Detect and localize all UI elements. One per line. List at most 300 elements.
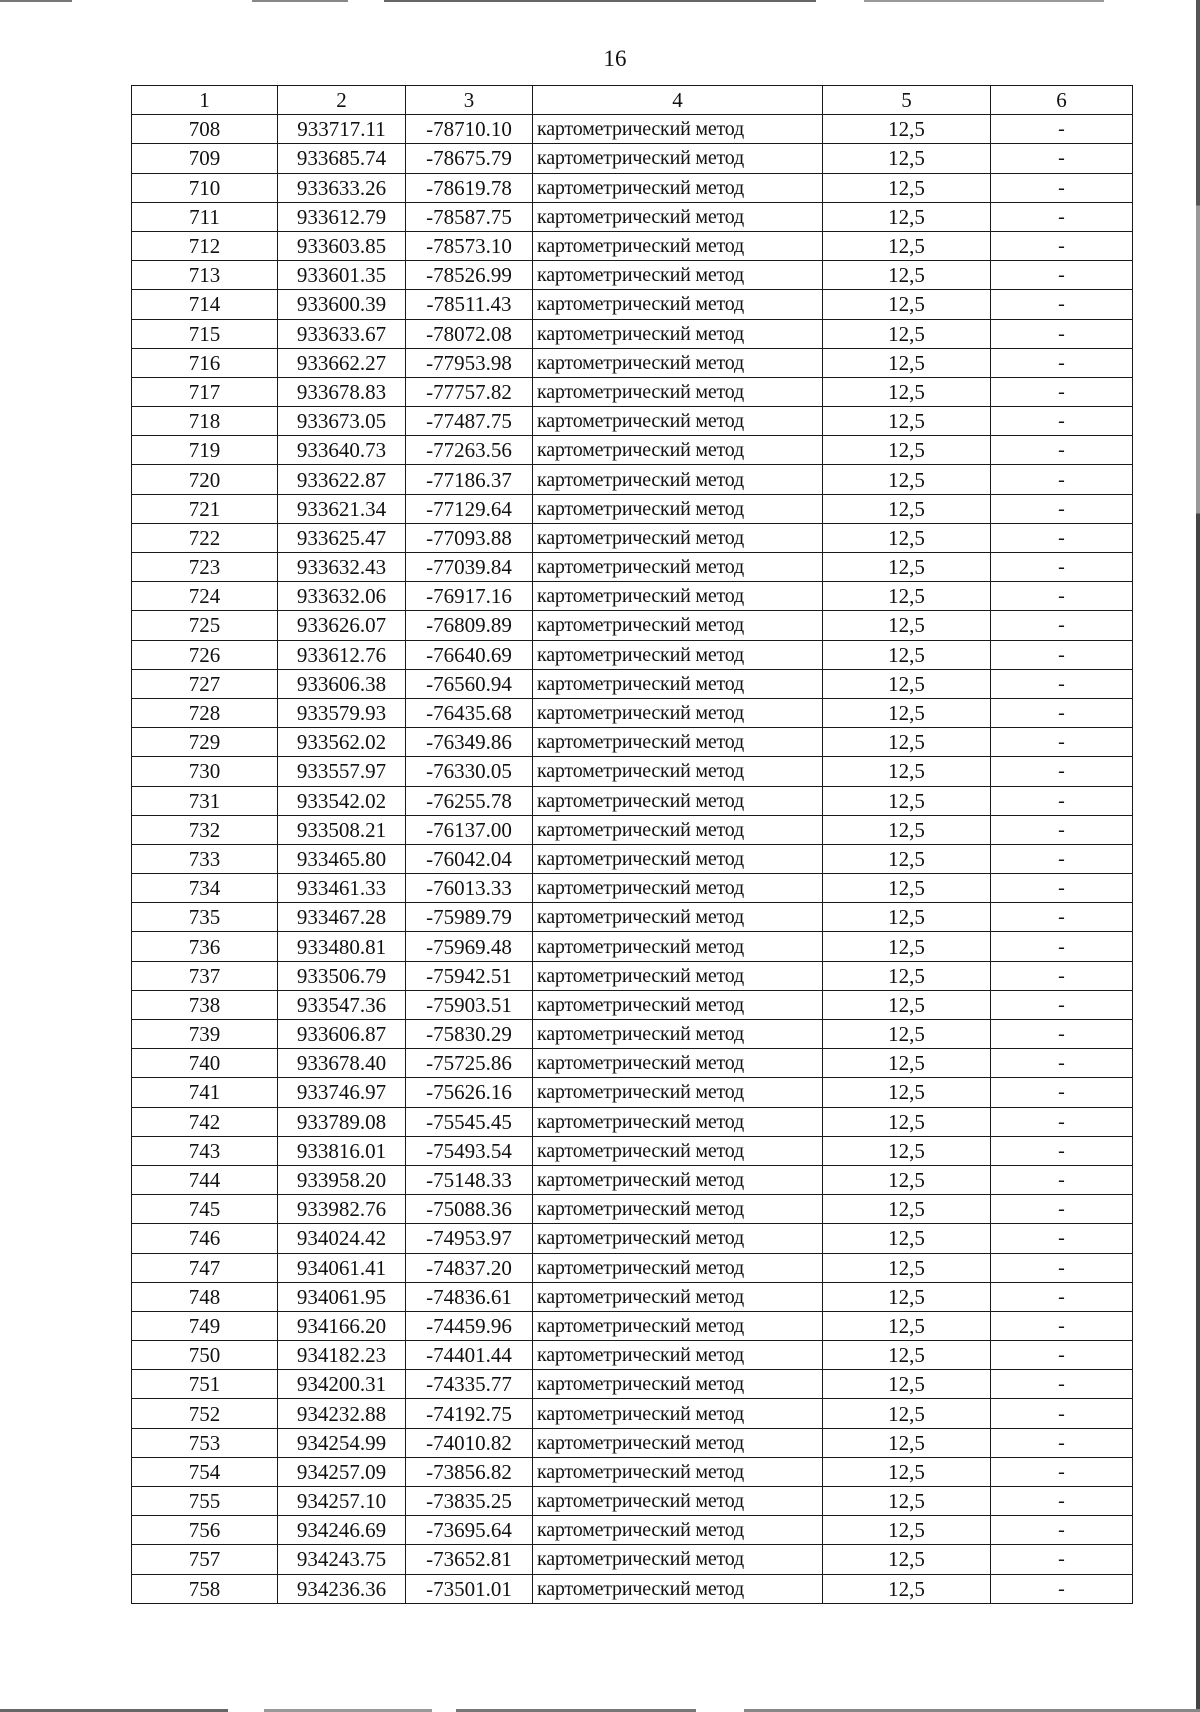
point-number-cell: 723	[132, 553, 278, 582]
x-coordinate-cell: 934243.75	[278, 1545, 406, 1574]
method-cell: картометрический метод	[533, 173, 823, 202]
y-coordinate-cell: -78675.79	[406, 144, 533, 173]
accuracy-cell: 12,5	[823, 436, 991, 465]
method-cell: картометрический метод	[533, 1545, 823, 1574]
table-row	[132, 903, 1133, 932]
scan-edge-right	[1196, 0, 1200, 1712]
note-cell: -	[991, 1574, 1133, 1603]
accuracy-cell: 12,5	[823, 611, 991, 640]
y-coordinate-cell: -76640.69	[406, 640, 533, 669]
point-number-cell: 746	[132, 1224, 278, 1253]
point-number-cell: 711	[132, 202, 278, 231]
accuracy-cell: 12,5	[823, 786, 991, 815]
note-cell: -	[991, 698, 1133, 727]
x-coordinate-cell: 933662.27	[278, 348, 406, 377]
note-cell: -	[991, 1487, 1133, 1516]
y-coordinate-cell: -73856.82	[406, 1457, 533, 1486]
table-row	[132, 1311, 1133, 1340]
accuracy-cell: 12,5	[823, 1282, 991, 1311]
table-row	[132, 990, 1133, 1019]
y-coordinate-cell: -76809.89	[406, 611, 533, 640]
point-number-cell: 730	[132, 757, 278, 786]
method-cell: картометрический метод	[533, 1370, 823, 1399]
note-cell: -	[991, 1136, 1133, 1165]
accuracy-cell: 12,5	[823, 1311, 991, 1340]
x-coordinate-cell: 933461.33	[278, 874, 406, 903]
method-cell: картометрический метод	[533, 874, 823, 903]
table-row	[132, 1487, 1133, 1516]
point-number-cell: 725	[132, 611, 278, 640]
point-number-cell: 717	[132, 377, 278, 406]
x-coordinate-cell: 933606.38	[278, 669, 406, 698]
table-row	[132, 1428, 1133, 1457]
point-number-cell: 733	[132, 844, 278, 873]
note-cell: -	[991, 231, 1133, 260]
table-row	[132, 494, 1133, 523]
accuracy-cell: 12,5	[823, 757, 991, 786]
scan-edge-top	[0, 0, 1200, 2]
y-coordinate-cell: -74953.97	[406, 1224, 533, 1253]
method-cell: картометрический метод	[533, 1428, 823, 1457]
point-number-cell: 714	[132, 290, 278, 319]
method-cell: картометрический метод	[533, 115, 823, 144]
x-coordinate-cell: 933600.39	[278, 290, 406, 319]
note-cell: -	[991, 1545, 1133, 1574]
y-coordinate-cell: -77263.56	[406, 436, 533, 465]
x-coordinate-cell: 933547.36	[278, 990, 406, 1019]
method-cell: картометрический метод	[533, 494, 823, 523]
accuracy-cell: 12,5	[823, 1545, 991, 1574]
note-cell: -	[991, 261, 1133, 290]
y-coordinate-cell: -75088.36	[406, 1195, 533, 1224]
method-cell: картометрический метод	[533, 1165, 823, 1194]
accuracy-cell: 12,5	[823, 1136, 991, 1165]
method-cell: картометрический метод	[533, 553, 823, 582]
table-row	[132, 1078, 1133, 1107]
x-coordinate-cell: 933633.26	[278, 173, 406, 202]
x-coordinate-cell: 933606.87	[278, 1020, 406, 1049]
accuracy-cell: 12,5	[823, 990, 991, 1019]
x-coordinate-cell: 933717.11	[278, 115, 406, 144]
coordinates-table-container	[131, 85, 1133, 1604]
note-cell: -	[991, 1078, 1133, 1107]
method-cell: картометрический метод	[533, 231, 823, 260]
x-coordinate-cell: 934182.23	[278, 1341, 406, 1370]
y-coordinate-cell: -75626.16	[406, 1078, 533, 1107]
y-coordinate-cell: -75903.51	[406, 990, 533, 1019]
method-cell: картометрический метод	[533, 1078, 823, 1107]
table-row	[132, 1574, 1133, 1603]
y-coordinate-cell: -74010.82	[406, 1428, 533, 1457]
method-cell: картометрический метод	[533, 465, 823, 494]
table-row	[132, 1399, 1133, 1428]
x-coordinate-cell: 933612.76	[278, 640, 406, 669]
method-cell: картометрический метод	[533, 582, 823, 611]
accuracy-cell: 12,5	[823, 1107, 991, 1136]
accuracy-cell: 12,5	[823, 1253, 991, 1282]
x-coordinate-cell: 933633.67	[278, 319, 406, 348]
method-cell: картометрический метод	[533, 1457, 823, 1486]
method-cell: картометрический метод	[533, 786, 823, 815]
x-coordinate-cell: 933982.76	[278, 1195, 406, 1224]
note-cell: -	[991, 669, 1133, 698]
note-cell: -	[991, 173, 1133, 202]
y-coordinate-cell: -78710.10	[406, 115, 533, 144]
table-row	[132, 1107, 1133, 1136]
accuracy-cell: 12,5	[823, 553, 991, 582]
accuracy-cell: 12,5	[823, 523, 991, 552]
note-cell: -	[991, 1224, 1133, 1253]
point-number-cell: 732	[132, 815, 278, 844]
table-row	[132, 231, 1133, 260]
accuracy-cell: 12,5	[823, 494, 991, 523]
table-row	[132, 407, 1133, 436]
point-number-cell: 744	[132, 1165, 278, 1194]
note-cell: -	[991, 1195, 1133, 1224]
point-number-cell: 739	[132, 1020, 278, 1049]
y-coordinate-cell: -76560.94	[406, 669, 533, 698]
table-row	[132, 115, 1133, 144]
accuracy-cell: 12,5	[823, 1078, 991, 1107]
y-coordinate-cell: -77487.75	[406, 407, 533, 436]
note-cell: -	[991, 932, 1133, 961]
table-row	[132, 698, 1133, 727]
y-coordinate-cell: -75725.86	[406, 1049, 533, 1078]
point-number-cell: 713	[132, 261, 278, 290]
y-coordinate-cell: -73695.64	[406, 1516, 533, 1545]
column-header-1: 1	[132, 86, 278, 115]
method-cell: картометрический метод	[533, 1341, 823, 1370]
point-number-cell: 749	[132, 1311, 278, 1340]
accuracy-cell: 12,5	[823, 1341, 991, 1370]
x-coordinate-cell: 933562.02	[278, 728, 406, 757]
note-cell: -	[991, 1341, 1133, 1370]
point-number-cell: 709	[132, 144, 278, 173]
method-cell: картометрический метод	[533, 1282, 823, 1311]
y-coordinate-cell: -75493.54	[406, 1136, 533, 1165]
y-coordinate-cell: -76349.86	[406, 728, 533, 757]
column-header-5: 5	[823, 86, 991, 115]
point-number-cell: 740	[132, 1049, 278, 1078]
point-number-cell: 738	[132, 990, 278, 1019]
y-coordinate-cell: -78619.78	[406, 173, 533, 202]
method-cell: картометрический метод	[533, 611, 823, 640]
note-cell: -	[991, 990, 1133, 1019]
method-cell: картометрический метод	[533, 1253, 823, 1282]
table-row	[132, 1165, 1133, 1194]
accuracy-cell: 12,5	[823, 348, 991, 377]
table-row	[132, 348, 1133, 377]
y-coordinate-cell: -73501.01	[406, 1574, 533, 1603]
y-coordinate-cell: -74836.61	[406, 1282, 533, 1311]
note-cell: -	[991, 202, 1133, 231]
table-header	[132, 86, 1133, 115]
accuracy-cell: 12,5	[823, 261, 991, 290]
accuracy-cell: 12,5	[823, 377, 991, 406]
y-coordinate-cell: -75545.45	[406, 1107, 533, 1136]
accuracy-cell: 12,5	[823, 1165, 991, 1194]
accuracy-cell: 12,5	[823, 728, 991, 757]
note-cell: -	[991, 115, 1133, 144]
table-row	[132, 932, 1133, 961]
coordinates-table	[131, 85, 1133, 1604]
point-number-cell: 729	[132, 728, 278, 757]
y-coordinate-cell: -74459.96	[406, 1311, 533, 1340]
accuracy-cell: 12,5	[823, 407, 991, 436]
point-number-cell: 741	[132, 1078, 278, 1107]
method-cell: картометрический метод	[533, 436, 823, 465]
point-number-cell: 756	[132, 1516, 278, 1545]
method-cell: картометрический метод	[533, 757, 823, 786]
table-row	[132, 1282, 1133, 1311]
table-row	[132, 553, 1133, 582]
note-cell: -	[991, 1428, 1133, 1457]
table-row	[132, 874, 1133, 903]
point-number-cell: 715	[132, 319, 278, 348]
note-cell: -	[991, 465, 1133, 494]
x-coordinate-cell: 934254.99	[278, 1428, 406, 1457]
point-number-cell: 708	[132, 115, 278, 144]
x-coordinate-cell: 934024.42	[278, 1224, 406, 1253]
y-coordinate-cell: -73652.81	[406, 1545, 533, 1574]
y-coordinate-cell: -76042.04	[406, 844, 533, 873]
note-cell: -	[991, 1020, 1133, 1049]
point-number-cell: 722	[132, 523, 278, 552]
table-row	[132, 1195, 1133, 1224]
x-coordinate-cell: 933621.34	[278, 494, 406, 523]
note-cell: -	[991, 1399, 1133, 1428]
accuracy-cell: 12,5	[823, 961, 991, 990]
accuracy-cell: 12,5	[823, 1020, 991, 1049]
x-coordinate-cell: 934061.41	[278, 1253, 406, 1282]
x-coordinate-cell: 934236.36	[278, 1574, 406, 1603]
table-row	[132, 1049, 1133, 1078]
table-row	[132, 1545, 1133, 1574]
x-coordinate-cell: 933685.74	[278, 144, 406, 173]
y-coordinate-cell: -75989.79	[406, 903, 533, 932]
note-cell: -	[991, 903, 1133, 932]
table-row	[132, 1224, 1133, 1253]
note-cell: -	[991, 1253, 1133, 1282]
y-coordinate-cell: -75830.29	[406, 1020, 533, 1049]
x-coordinate-cell: 934257.10	[278, 1487, 406, 1516]
note-cell: -	[991, 144, 1133, 173]
y-coordinate-cell: -75942.51	[406, 961, 533, 990]
table-row	[132, 961, 1133, 990]
note-cell: -	[991, 523, 1133, 552]
method-cell: картометрический метод	[533, 1195, 823, 1224]
y-coordinate-cell: -76013.33	[406, 874, 533, 903]
accuracy-cell: 12,5	[823, 319, 991, 348]
header-row	[132, 86, 1133, 115]
method-cell: картометрический метод	[533, 377, 823, 406]
point-number-cell: 719	[132, 436, 278, 465]
method-cell: картометрический метод	[533, 1399, 823, 1428]
method-cell: картометрический метод	[533, 523, 823, 552]
point-number-cell: 737	[132, 961, 278, 990]
method-cell: картометрический метод	[533, 1049, 823, 1078]
point-number-cell: 710	[132, 173, 278, 202]
x-coordinate-cell: 933542.02	[278, 786, 406, 815]
point-number-cell: 726	[132, 640, 278, 669]
table-row	[132, 757, 1133, 786]
note-cell: -	[991, 1282, 1133, 1311]
point-number-cell: 755	[132, 1487, 278, 1516]
accuracy-cell: 12,5	[823, 202, 991, 231]
table-row	[132, 1370, 1133, 1399]
method-cell: картометрический метод	[533, 348, 823, 377]
x-coordinate-cell: 933626.07	[278, 611, 406, 640]
x-coordinate-cell: 933632.43	[278, 553, 406, 582]
point-number-cell: 745	[132, 1195, 278, 1224]
y-coordinate-cell: -74335.77	[406, 1370, 533, 1399]
accuracy-cell: 12,5	[823, 1428, 991, 1457]
y-coordinate-cell: -77093.88	[406, 523, 533, 552]
table-row	[132, 1253, 1133, 1282]
point-number-cell: 752	[132, 1399, 278, 1428]
point-number-cell: 731	[132, 786, 278, 815]
point-number-cell: 742	[132, 1107, 278, 1136]
point-number-cell: 747	[132, 1253, 278, 1282]
accuracy-cell: 12,5	[823, 1049, 991, 1078]
x-coordinate-cell: 933625.47	[278, 523, 406, 552]
x-coordinate-cell: 933467.28	[278, 903, 406, 932]
table-row	[132, 173, 1133, 202]
y-coordinate-cell: -76435.68	[406, 698, 533, 727]
point-number-cell: 743	[132, 1136, 278, 1165]
note-cell: -	[991, 319, 1133, 348]
y-coordinate-cell: -73835.25	[406, 1487, 533, 1516]
x-coordinate-cell: 934166.20	[278, 1311, 406, 1340]
table-row	[132, 377, 1133, 406]
note-cell: -	[991, 436, 1133, 465]
accuracy-cell: 12,5	[823, 1399, 991, 1428]
method-cell: картометрический метод	[533, 1487, 823, 1516]
method-cell: картометрический метод	[533, 144, 823, 173]
x-coordinate-cell: 933789.08	[278, 1107, 406, 1136]
x-coordinate-cell: 933640.73	[278, 436, 406, 465]
table-row	[132, 144, 1133, 173]
method-cell: картометрический метод	[533, 932, 823, 961]
accuracy-cell: 12,5	[823, 290, 991, 319]
point-number-cell: 758	[132, 1574, 278, 1603]
accuracy-cell: 12,5	[823, 932, 991, 961]
accuracy-cell: 12,5	[823, 1224, 991, 1253]
method-cell: картометрический метод	[533, 728, 823, 757]
accuracy-cell: 12,5	[823, 1516, 991, 1545]
y-coordinate-cell: -76330.05	[406, 757, 533, 786]
y-coordinate-cell: -77186.37	[406, 465, 533, 494]
accuracy-cell: 12,5	[823, 144, 991, 173]
x-coordinate-cell: 933612.79	[278, 202, 406, 231]
x-coordinate-cell: 933579.93	[278, 698, 406, 727]
table-row	[132, 1457, 1133, 1486]
y-coordinate-cell: -74837.20	[406, 1253, 533, 1282]
x-coordinate-cell: 933622.87	[278, 465, 406, 494]
table-row	[132, 815, 1133, 844]
note-cell: -	[991, 1049, 1133, 1078]
x-coordinate-cell: 934200.31	[278, 1370, 406, 1399]
x-coordinate-cell: 934232.88	[278, 1399, 406, 1428]
y-coordinate-cell: -75148.33	[406, 1165, 533, 1194]
point-number-cell: 750	[132, 1341, 278, 1370]
method-cell: картометрический метод	[533, 1020, 823, 1049]
table-row	[132, 1516, 1133, 1545]
point-number-cell: 734	[132, 874, 278, 903]
y-coordinate-cell: -77953.98	[406, 348, 533, 377]
point-number-cell: 720	[132, 465, 278, 494]
note-cell: -	[991, 407, 1133, 436]
x-coordinate-cell: 933601.35	[278, 261, 406, 290]
method-cell: картометрический метод	[533, 290, 823, 319]
x-coordinate-cell: 933506.79	[278, 961, 406, 990]
accuracy-cell: 12,5	[823, 173, 991, 202]
x-coordinate-cell: 933816.01	[278, 1136, 406, 1165]
table-row	[132, 669, 1133, 698]
table-row	[132, 1341, 1133, 1370]
x-coordinate-cell: 933673.05	[278, 407, 406, 436]
point-number-cell: 736	[132, 932, 278, 961]
x-coordinate-cell: 934257.09	[278, 1457, 406, 1486]
x-coordinate-cell: 934061.95	[278, 1282, 406, 1311]
y-coordinate-cell: -76137.00	[406, 815, 533, 844]
point-number-cell: 754	[132, 1457, 278, 1486]
method-cell: картометрический метод	[533, 669, 823, 698]
accuracy-cell: 12,5	[823, 874, 991, 903]
accuracy-cell: 12,5	[823, 1574, 991, 1603]
table-row	[132, 319, 1133, 348]
table-row	[132, 640, 1133, 669]
table-row	[132, 465, 1133, 494]
point-number-cell: 751	[132, 1370, 278, 1399]
note-cell: -	[991, 874, 1133, 903]
y-coordinate-cell: -77039.84	[406, 553, 533, 582]
y-coordinate-cell: -78587.75	[406, 202, 533, 231]
note-cell: -	[991, 640, 1133, 669]
method-cell: картометрический метод	[533, 815, 823, 844]
accuracy-cell: 12,5	[823, 640, 991, 669]
accuracy-cell: 12,5	[823, 903, 991, 932]
accuracy-cell: 12,5	[823, 844, 991, 873]
point-number-cell: 712	[132, 231, 278, 260]
accuracy-cell: 12,5	[823, 1195, 991, 1224]
method-cell: картометрический метод	[533, 1311, 823, 1340]
point-number-cell: 735	[132, 903, 278, 932]
note-cell: -	[991, 1516, 1133, 1545]
x-coordinate-cell: 934246.69	[278, 1516, 406, 1545]
table-row	[132, 582, 1133, 611]
y-coordinate-cell: -77129.64	[406, 494, 533, 523]
method-cell: картометрический метод	[533, 903, 823, 932]
x-coordinate-cell: 933603.85	[278, 231, 406, 260]
x-coordinate-cell: 933678.40	[278, 1049, 406, 1078]
method-cell: картометрический метод	[533, 698, 823, 727]
table-row	[132, 436, 1133, 465]
x-coordinate-cell: 933557.97	[278, 757, 406, 786]
note-cell: -	[991, 1370, 1133, 1399]
table-row	[132, 611, 1133, 640]
point-number-cell: 724	[132, 582, 278, 611]
table-row	[132, 728, 1133, 757]
x-coordinate-cell: 933678.83	[278, 377, 406, 406]
column-header-4: 4	[533, 86, 823, 115]
point-number-cell: 721	[132, 494, 278, 523]
y-coordinate-cell: -78573.10	[406, 231, 533, 260]
method-cell: картометрический метод	[533, 640, 823, 669]
y-coordinate-cell: -74192.75	[406, 1399, 533, 1428]
table-row	[132, 202, 1133, 231]
x-coordinate-cell: 933508.21	[278, 815, 406, 844]
